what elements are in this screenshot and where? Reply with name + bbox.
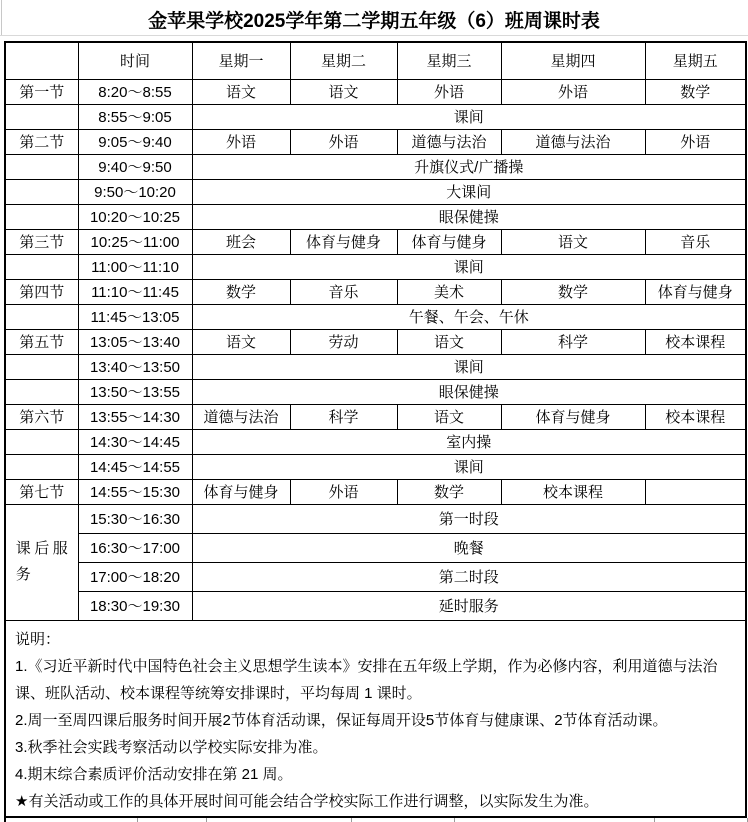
time-cell: 14:55～15:30 <box>78 479 192 504</box>
time-cell: 9:05～9:40 <box>78 129 192 154</box>
partial-gridline <box>351 818 352 822</box>
time-cell: 9:40～9:50 <box>78 154 192 179</box>
subject-cell: 外语 <box>501 79 645 104</box>
time-cell: 10:25～11:00 <box>78 229 192 254</box>
partial-gridline <box>206 818 207 822</box>
section-cell <box>5 429 78 454</box>
note-item-4: 4.期末综合素质评价活动安排在第 21 周。 <box>15 765 293 783</box>
section-cell: 第三节 <box>5 229 78 254</box>
subject-cell: 音乐 <box>290 279 397 304</box>
time-cell: 9:50～10:20 <box>78 179 192 204</box>
section-cell <box>5 504 78 620</box>
col-header-wednesday: 星期三 <box>397 42 501 79</box>
subject-cell: 道德与法治 <box>397 129 501 154</box>
col-header-tuesday: 星期二 <box>290 42 397 79</box>
subject-cell: 道德与法治 <box>501 129 645 154</box>
merged-activity-cell: 眼保健操 <box>192 379 746 404</box>
merged-activity-cell: 晚餐 <box>192 533 746 562</box>
title-bar <box>0 0 748 41</box>
subject-cell: 美术 <box>397 279 501 304</box>
table-row <box>5 479 746 504</box>
section-cell <box>5 254 78 279</box>
note-item-1: 1.《习近平新时代中国特色社会主义思想学生读本》安排在五年级上学期，作为必修内容，利用道德与法治课、班队活动、校本课程等统筹安排课时，平均每周 1 课时。 <box>15 657 718 702</box>
subject-cell: 校本课程 <box>645 329 746 354</box>
table-row <box>5 404 746 429</box>
section-cell: 第六节 <box>5 404 78 429</box>
table-row <box>5 562 746 591</box>
time-cell: 8:55～9:05 <box>78 104 192 129</box>
subject-cell: 体育与健身 <box>192 479 290 504</box>
table-row <box>5 304 746 329</box>
merged-activity-cell: 课间 <box>192 454 746 479</box>
header-row <box>5 42 746 79</box>
merged-activity-cell: 第一时段 <box>192 504 746 533</box>
subject-cell: 体育与健身 <box>397 229 501 254</box>
time-cell: 16:30～17:00 <box>78 533 192 562</box>
table-row <box>5 229 746 254</box>
note-item-3: 3.秋季社会实践考察活动以学校实际安排为准。 <box>15 738 328 756</box>
notes-cell <box>5 620 746 817</box>
time-cell: 13:05～13:40 <box>78 329 192 354</box>
table-row <box>5 329 746 354</box>
subject-cell: 语文 <box>192 329 290 354</box>
table-row <box>5 179 746 204</box>
note-item-5: ★有关活动或工作的具体开展时间可能会结合学校实际工作进行调整，以实际发生为准。 <box>15 792 599 810</box>
subject-cell: 科学 <box>290 404 397 429</box>
subject-cell: 劳动 <box>290 329 397 354</box>
section-cell <box>5 154 78 179</box>
subject-cell: 语文 <box>501 229 645 254</box>
section-cell <box>5 354 78 379</box>
subject-cell: 数学 <box>192 279 290 304</box>
subject-cell: 音乐 <box>645 229 746 254</box>
section-cell: 第四节 <box>5 279 78 304</box>
time-cell: 14:30～14:45 <box>78 429 192 454</box>
subject-cell: 数学 <box>501 279 645 304</box>
subject-cell: 校本课程 <box>645 404 746 429</box>
partial-gridline <box>137 818 138 822</box>
time-cell: 11:00～11:10 <box>78 254 192 279</box>
time-cell: 13:50～13:55 <box>78 379 192 404</box>
section-cell: 第五节 <box>5 329 78 354</box>
left-edge-line <box>1 0 2 36</box>
table-row <box>5 591 746 620</box>
merged-activity-cell: 大课间 <box>192 179 746 204</box>
col-header-time: 时间 <box>78 42 192 79</box>
subject-cell: 道德与法治 <box>192 404 290 429</box>
time-cell: 18:30～19:30 <box>78 591 192 620</box>
note-item-2: 2.周一至周四课后服务时间开展2节体育活动课，保证每周开设5节体育与健康课、2节体育活动课。 <box>15 711 668 729</box>
section-cell <box>5 304 78 329</box>
table-row <box>5 533 746 562</box>
merged-activity-cell: 延时服务 <box>192 591 746 620</box>
page-title: 金苹果学校2025学年第二学期五年级（6）班周课时表 <box>148 11 600 32</box>
time-cell: 13:55～14:30 <box>78 404 192 429</box>
subject-cell: 科学 <box>501 329 645 354</box>
subject-cell <box>645 479 746 504</box>
table-row <box>5 129 746 154</box>
subject-cell: 外语 <box>645 129 746 154</box>
section-cell: 第二节 <box>5 129 78 154</box>
merged-activity-cell: 升旗仪式/广播操 <box>192 154 746 179</box>
table-row <box>5 279 746 304</box>
time-cell: 11:45～13:05 <box>78 304 192 329</box>
section-cell: 第一节 <box>5 79 78 104</box>
subject-cell: 语文 <box>192 79 290 104</box>
section-cell <box>5 179 78 204</box>
merged-activity-cell: 课间 <box>192 354 746 379</box>
notes-row <box>5 620 746 817</box>
table-row <box>5 379 746 404</box>
after-school-service-label: 课后服务 <box>15 540 68 583</box>
subject-cell: 数学 <box>645 79 746 104</box>
col-header-monday: 星期一 <box>192 42 290 79</box>
table-row <box>5 254 746 279</box>
merged-activity-cell: 课间 <box>192 104 746 129</box>
section-cell <box>5 454 78 479</box>
col-header-friday: 星期五 <box>645 42 746 79</box>
subject-cell: 体育与健身 <box>645 279 746 304</box>
time-cell: 11:10～11:45 <box>78 279 192 304</box>
time-cell: 10:20～10:25 <box>78 204 192 229</box>
partial-gridline <box>654 818 655 822</box>
time-cell: 8:20～8:55 <box>78 79 192 104</box>
notes-label: 说明： <box>15 630 61 648</box>
time-cell: 14:45～14:55 <box>78 454 192 479</box>
subject-cell: 体育与健身 <box>501 404 645 429</box>
time-cell: 15:30～16:30 <box>78 504 192 533</box>
time-cell: 13:40～13:50 <box>78 354 192 379</box>
subject-cell: 外语 <box>290 479 397 504</box>
subject-cell: 语文 <box>397 404 501 429</box>
subject-cell: 语文 <box>290 79 397 104</box>
subject-cell: 数学 <box>397 479 501 504</box>
next-table-partial-row <box>4 818 748 822</box>
subject-cell: 校本课程 <box>501 479 645 504</box>
partial-gridline <box>454 818 455 822</box>
subject-cell: 外语 <box>192 129 290 154</box>
section-cell: 第七节 <box>5 479 78 504</box>
subject-cell: 班会 <box>192 229 290 254</box>
section-cell <box>5 104 78 129</box>
merged-activity-cell: 课间 <box>192 254 746 279</box>
col-header-corner <box>5 42 78 79</box>
merged-activity-cell: 第二时段 <box>192 562 746 591</box>
subject-cell: 外语 <box>397 79 501 104</box>
col-header-thursday: 星期四 <box>501 42 645 79</box>
table-row <box>5 504 746 533</box>
merged-activity-cell: 眼保健操 <box>192 204 746 229</box>
subject-cell: 外语 <box>290 129 397 154</box>
table-row <box>5 204 746 229</box>
table-row <box>5 104 746 129</box>
weekly-timetable <box>4 41 747 818</box>
table-row <box>5 79 746 104</box>
title-divider-line <box>0 35 748 36</box>
subject-cell: 体育与健身 <box>290 229 397 254</box>
table-row <box>5 154 746 179</box>
section-cell <box>5 379 78 404</box>
table-row <box>5 454 746 479</box>
merged-activity-cell: 午餐、午会、午休 <box>192 304 746 329</box>
time-cell: 17:00～18:20 <box>78 562 192 591</box>
merged-activity-cell: 室内操 <box>192 429 746 454</box>
table-row <box>5 354 746 379</box>
table-row <box>5 429 746 454</box>
section-cell <box>5 204 78 229</box>
subject-cell: 语文 <box>397 329 501 354</box>
